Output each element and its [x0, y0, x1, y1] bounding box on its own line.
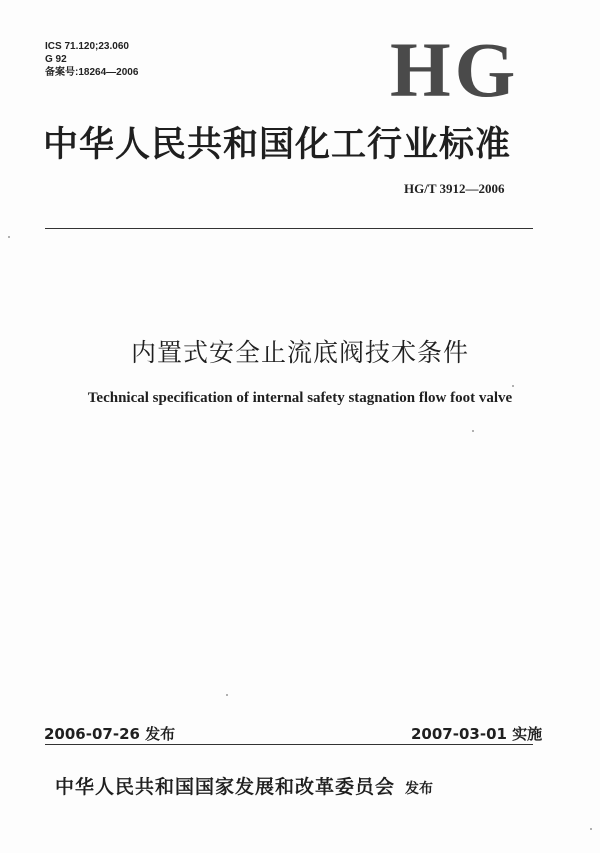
ccs-code: G 92 — [45, 54, 67, 65]
standard-number: HG/T 3912—2006 — [404, 181, 505, 196]
scan-speck — [590, 828, 592, 830]
issuing-authority — [55, 772, 433, 799]
scan-speck — [8, 236, 10, 238]
top-divider — [45, 228, 533, 229]
industry-standard-title: 中华人民共和国化工行业标准 — [43, 125, 512, 165]
hg-logo: HG — [390, 26, 520, 113]
issue-date: 2006-07-26 发布 — [44, 725, 176, 743]
scan-speck — [226, 694, 228, 696]
document-title-english: Technical specification of internal safety stagnation flow foot valve — [87, 390, 513, 406]
scan-speck — [472, 430, 474, 432]
issue-action: 发布 — [405, 781, 434, 797]
ics-code: ICS 71.120;23.060 — [45, 41, 129, 52]
scan-speck — [512, 385, 514, 387]
classification-block — [45, 40, 138, 79]
implementation-date: 2007-03-01 实施 — [411, 725, 543, 743]
bottom-divider — [45, 744, 533, 745]
document-title-chinese: 内置式安全止流底阀技术条件 — [130, 338, 469, 367]
issuer-name: 中华人民共和国国家发展和改革委员会 — [55, 776, 396, 798]
record-number: 备案号:18264—2006 — [45, 67, 139, 78]
